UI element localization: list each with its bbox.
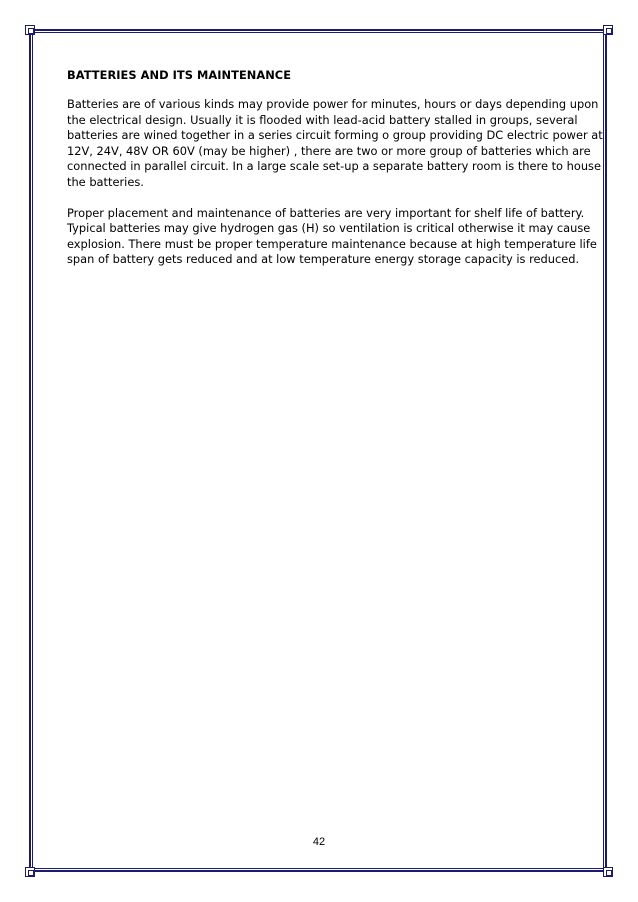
paragraph-line: the electrical design. Usually it is flooded with lead-acid battery stalled in groups, several	[67, 112, 578, 127]
corner-ornament-top-right	[603, 25, 613, 35]
page-content	[67, 67, 603, 283]
corner-ornament-bottom-right	[603, 867, 613, 877]
section-heading: BATTERIES AND ITS MAINTENANCE	[67, 68, 292, 82]
paragraph-1	[67, 97, 603, 191]
paragraph-line: explosion. There must be proper temperature maintenance because at high temperature life	[67, 236, 597, 251]
paragraph-line: span of battery gets reduced and at low temperature energy storage capacity is reduced.	[67, 252, 580, 267]
corner-ornament-bottom-left	[25, 867, 35, 877]
paragraph-2	[67, 205, 597, 268]
paragraph-line: the batteries.	[67, 174, 144, 189]
page-number: 42	[312, 836, 326, 848]
paragraph-line: Batteries are of various kinds may provide power for minutes, hours or days depending upon	[67, 97, 599, 111]
paragraph-line: connected in parallel circuit. In a large scale set-up a separate battery room is there to house	[67, 159, 602, 174]
paragraph-line: 12V, 24V, 48V OR 60V (may be higher) , there are two or more group of batteries which are	[67, 143, 591, 158]
paragraph-line: Proper placement and maintenance of batteries are very important for shelf life of battery.	[67, 205, 585, 220]
paragraph-line: batteries are wined together in a series circuit forming o group providing DC electric power at	[67, 128, 603, 143]
corner-ornament-top-left	[25, 25, 35, 35]
paragraph-line: Typical batteries may give hydrogen gas (H) so ventilation is critical otherwise it may cause	[67, 221, 591, 236]
